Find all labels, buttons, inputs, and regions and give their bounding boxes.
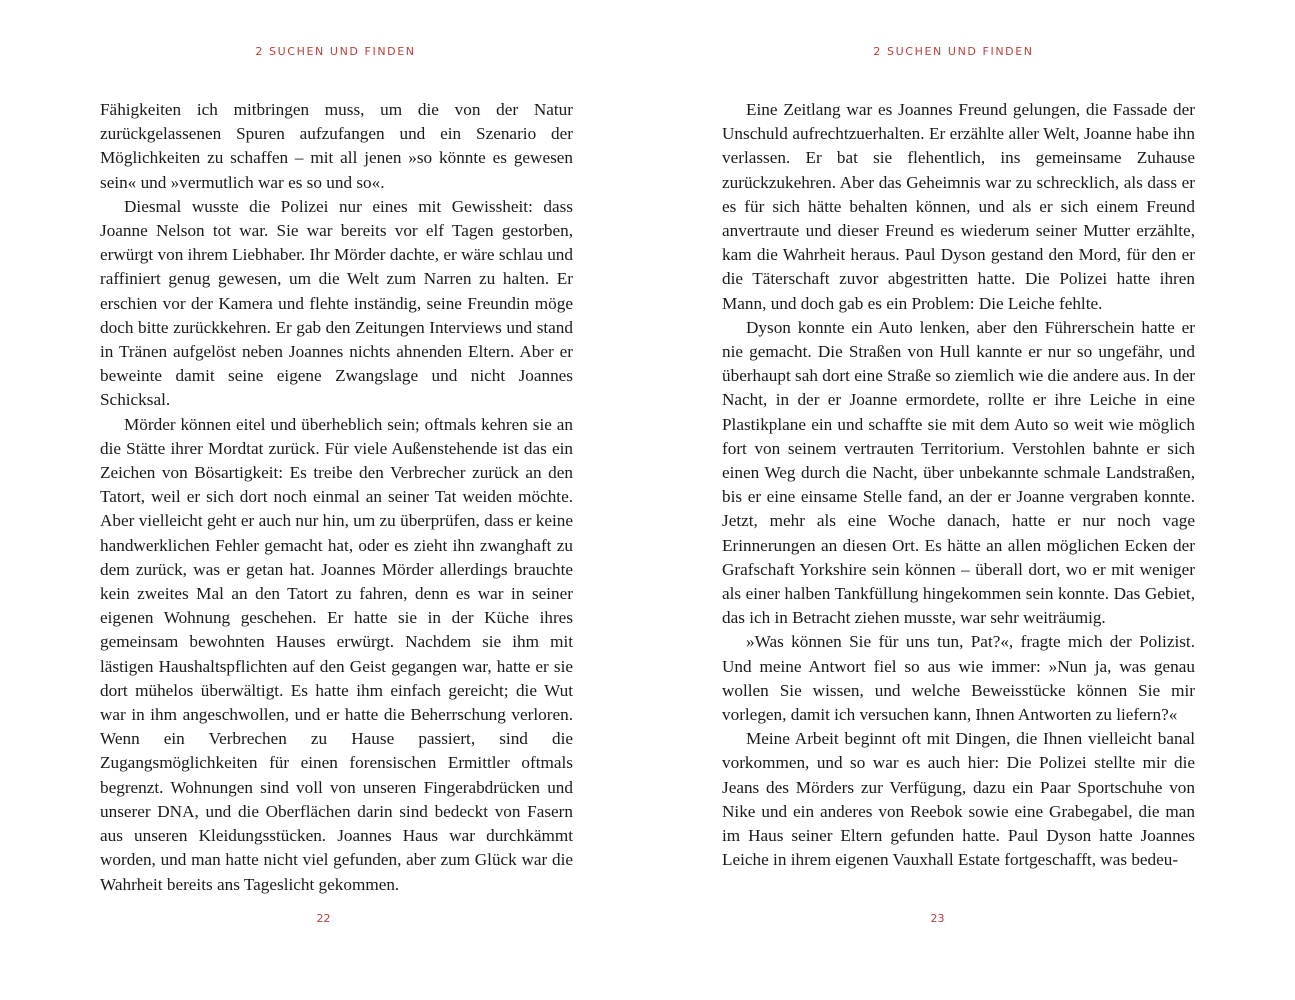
paragraph: Mörder können eitel und überheblich sein; oftmals kehren sie an die Stätte ihrer Mordtat zurück. Für viele Außenstehende ist das ein Zeichen von Bösartigkeit: Es treibe den Verbrecher zurück an den Tatort, weil er sich dort noch einmal an seiner Tat weiden möchte. Aber vielleicht geht er auch nur hin, um zu überprüfen, dass er keine handwerklichen Fehler gemacht hat, oder es zieht ihn zwanghaft zu dem zurück, was er getan hat. Joannes Mörder allerdings brauchte kein zweites Mal an den Tatort zu fahren, denn es war in seiner eigenen Wohnung geschehen. Er hatte sie in der Küche ihres gemeinsam bewohnten Hauses erwürgt. Nachdem sie ihm mit lästigen Haushaltspflichten auf den Geist gegangen war, hatte er sie dort mühelos überwältigt. Es hatte ihm einfach gereicht; die Wut war in ihm angeschwollen, und er hatte die Beherrschung verloren. Wenn ein Verbrechen zu Hause passiert, sind die Zugangsmöglichkeiten für einen forensischen Ermittler oftmals begrenzt. Wohnungen sind voll von unseren Fingerabdrücken und unserer DNA, und die Oberflächen darin sind bedeckt von Fasern aus unseren Kleidungsstücken. Joannes Haus war durchkämmt worden, und man hatte nicht viel gefunden, aber zum Glück war die Wahrheit bereits ans Tageslicht gekommen. (100, 414, 573, 894)
page-number: 23 (930, 912, 945, 925)
paragraph: Eine Zeitlang war es Joannes Freund gelungen, die Fassade der Unschuld aufrechtzuerhalten. Er erzählte aller Welt, Joanne habe ihn verlassen. Er bat sie flehentlich, ins gemeinsame Zuhause zurückzukehren. Aber das Geheimnis war zu schrecklich, als dass er es für sich hätte behalten können, und als er sich einem Freund anvertraute und dieser Freund es wiederum seiner Mutter erzählte, kam die Wahrheit heraus. Paul Dyson gestand den Mord, für den er die Täterschaft zuvor abgestritten hatte. Die Polizei hatte ihren Mann, und doch gab es ein Problem: Die Leiche fehlte. (722, 100, 1195, 313)
paragraph: Meine Arbeit beginnt oft mit Dingen, die Ihnen vielleicht banal vorkommen, und so war es auch hier: Die Polizei stellte mir die Jeans des Mörders zur Verfügung, dazu ein Paar Sportschuhe von Nike und ein anderes von Reebok sowie eine Grabegabel, die man im Haus seiner Eltern gefunden hatte. Paul Dyson hatte Joannes Leiche in ihrem eigenen Vauxhall Estate fortgeschafft, was bedeu- (722, 729, 1195, 870)
running-head: 2 SUCHEN UND FINDEN (255, 45, 416, 58)
paragraph: Diesmal wusste die Polizei nur eines mit Gewissheit: dass Joanne Nelson tot war. Sie war bereits vor elf Tagen gestorben, erwürgt von ihrem Liebhaber. Ihr Mörder dachte, er wäre schlau und raffiniert genug gewesen, um die Welt zum Narren zu halten. Er erschien vor der Kamera und flehte inständig, seine Freundin möge doch bitte zurückkehren. Er gab den Zeitungen Interviews und stand in Tränen aufgelöst neben Joannes nichts ahnenden Eltern. Aber er beweinte damit seine eigene Zwangslage und nicht Joannes Schicksal. (100, 196, 573, 410)
left-page (0, 0, 647, 1000)
paragraph: »Was können Sie für uns tun, Pat?«, fragte mich der Polizist. Und meine Antwort fiel so aus wie immer: »Nun ja, was genau wollen Sie wissen, und welche Beweisstücke können Sie mir vorlegen, damit ich versuchen kann, Ihnen Antworten zu liefern?« (722, 632, 1195, 725)
paragraph: Dyson konnte ein Auto lenken, aber den Führerschein hatte er nie gemacht. Die Straßen von Hull kannte er nur so ungefähr, und überhaupt sah dort eine Straße so ziemlich wie die andere aus. In der Nacht, in der er Joanne ermordete, rollte er ihre Leiche in eine Plastikplane ein und schaffte sie mit dem Auto so weit wie möglich fort von seinem vertrauten Territorium. Verstohlen bahnte er sich einen Weg durch die Nacht, über unbekannte schmale Landstraßen, bis er eine einsame Stelle fand, an der er Joanne vergraben konnte. Jetzt, mehr als eine Woche danach, hatte er nur noch vage Erinnerungen an diesen Ort. Es hätte an allen möglichen Ecken der Grafschaft Yorkshire sein können – überall dort, wo er mit weniger als einer halben Tankfüllung hingekommen sein konnte. Das Gebiet, das ich in Betracht ziehen musste, war sehr weiträumig. (722, 317, 1195, 628)
running-head: 2 SUCHEN UND FINDEN (873, 45, 1034, 58)
body-text (722, 98, 1195, 873)
body-text (100, 98, 573, 897)
page-number: 22 (316, 912, 331, 925)
right-page (648, 0, 1295, 1000)
paragraph: Fähigkeiten ich mitbringen muss, um die von der Natur zurückgelassenen Spuren aufzufangen und ein Szenario der Möglichkeiten zu schaffen – mit all jenen »so könnte es gewesen sein« und »vermutlich war es so und so«. (100, 100, 573, 192)
